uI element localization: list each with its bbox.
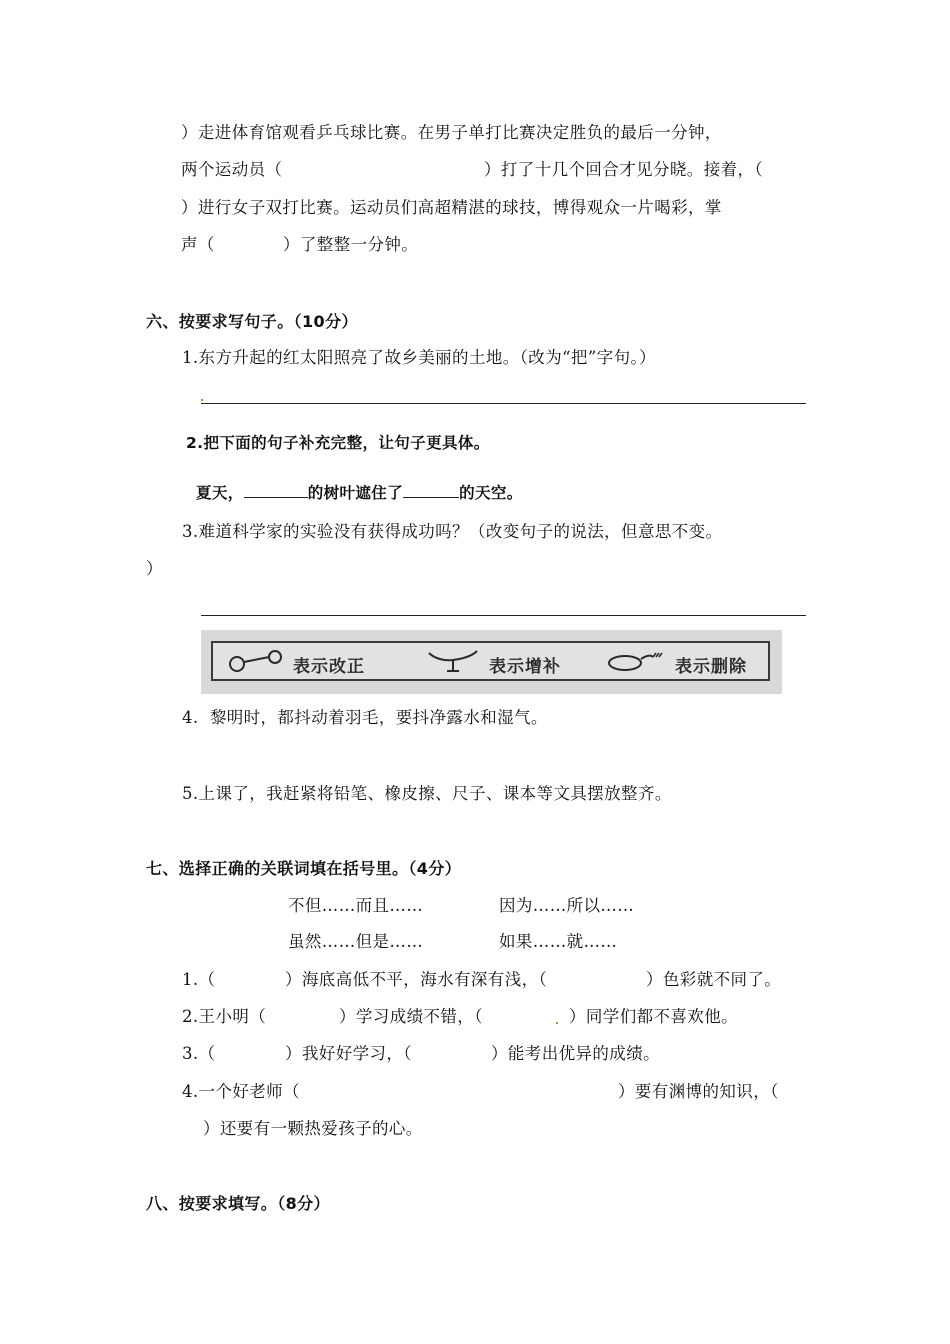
- passage-line-3: ）进行女子双打比赛。运动员们高超精湛的球技，博得观众一片喝彩，掌: [181, 198, 722, 217]
- section7-q3c: ）能考出优异的成绩。: [491, 1044, 660, 1063]
- correction-mark-icon: [225, 649, 285, 675]
- conjunction-option-1: 不但……而且……: [288, 896, 424, 915]
- q2-sentence-part-a: 夏天，: [196, 484, 244, 502]
- section6-q2: 2.把下面的句子补充完整，让句子更具体。: [186, 434, 490, 452]
- section7-q3a: 3.（: [182, 1044, 216, 1063]
- section6-heading: 六、按要求写句子。（10分）: [146, 312, 358, 331]
- proofreading-legend: [201, 630, 782, 694]
- section7-q2c: ）同学们都不喜欢他。: [569, 1007, 738, 1026]
- answer-line-q1[interactable]: [201, 403, 806, 404]
- section7-q1a: 1.（: [182, 970, 216, 989]
- section7-q4c: ）还要有一颗热爱孩子的心。: [203, 1119, 423, 1138]
- section7-heading: 七、选择正确的关联词填在括号里。（4分）: [146, 859, 462, 878]
- stray-mark: [201, 399, 203, 401]
- section6-q2-sentence: [196, 481, 523, 504]
- section6-q3-end: ）: [146, 559, 163, 578]
- section6-q5: 5.上课了，我赶紧将铅笔、橡皮擦、尺子、课本等文具摆放整齐。: [182, 784, 672, 803]
- section8-heading: 八、按要求填写。（8分）: [146, 1194, 330, 1213]
- legend-item-correct: 表示改正: [293, 657, 365, 677]
- conjunction-option-3: 虽然……但是……: [288, 932, 424, 951]
- section7-q2a: 2.王小明（: [182, 1007, 267, 1026]
- passage-line-4a: 声（: [181, 235, 215, 254]
- q2-blank-1[interactable]: [244, 481, 308, 498]
- section7-q1c: ）色彩就不同了。: [646, 970, 782, 989]
- section6-q4: 4. 黎明时，都抖动着羽毛，要抖净露水和湿气。: [182, 708, 548, 727]
- section6-q3: 3.难道科学家的实验没有获得成功吗？（改变句子的说法，但意思不变。: [182, 522, 723, 541]
- legend-item-insert: 表示增补: [489, 657, 561, 677]
- section7-q1b: ）海底高低不平，海水有深有浅，（: [285, 970, 548, 989]
- legend-item-delete: 表示删除: [675, 657, 747, 677]
- passage-line-1: ）走进体育馆观看乒乓球比赛。在男子单打比赛决定胜负的最后一分钟，: [181, 123, 722, 142]
- stray-mark-2: [556, 1022, 558, 1024]
- q2-sentence-part-b: 的树叶遮住了: [307, 484, 404, 502]
- q2-blank-2[interactable]: [403, 481, 459, 498]
- section7-q2b: ）学习成绩不错，（: [339, 1007, 483, 1026]
- answer-line-q3[interactable]: [201, 615, 806, 616]
- passage-line-2a: 两个运动员（: [181, 160, 283, 179]
- section7-q4a: 4.一个好老师（: [182, 1082, 300, 1101]
- passage-line-2b: ）打了十几个回合才见分晓。接着，（: [484, 160, 764, 179]
- q2-sentence-part-c: 的天空。: [459, 484, 523, 502]
- insertion-mark-icon: [425, 647, 481, 675]
- legend-frame: [211, 641, 770, 681]
- section7-q4b: ）要有渊博的知识，（: [618, 1082, 779, 1101]
- conjunction-option-4: 如果……就……: [499, 932, 618, 951]
- conjunction-option-2: 因为……所以……: [499, 896, 635, 915]
- section7-q3b: ）我好好学习，（: [285, 1044, 412, 1063]
- passage-line-4b: ）了整整一分钟。: [283, 235, 419, 254]
- deletion-mark-icon: [605, 649, 667, 675]
- section6-q1: 1.东方升起的红太阳照亮了故乡美丽的土地。（改为“把”字句。）: [182, 348, 657, 367]
